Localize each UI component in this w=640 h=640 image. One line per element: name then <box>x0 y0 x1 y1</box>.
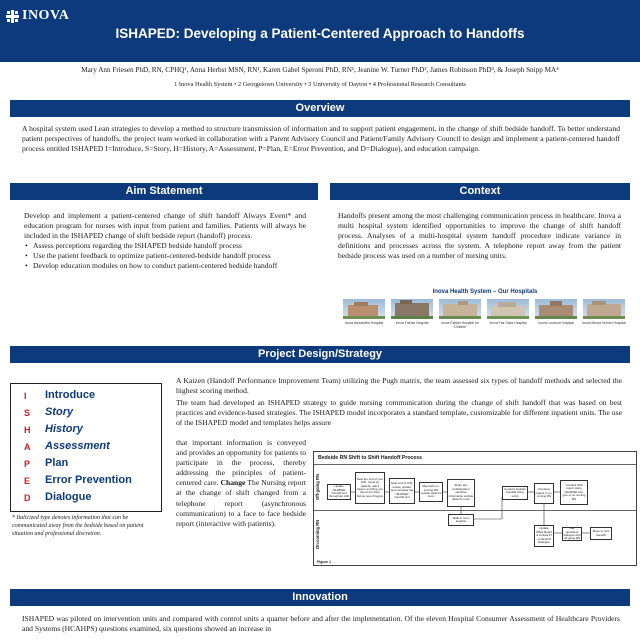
aim-bullet: • Develop education modules on how to conduct patient-centered bedside handoff <box>24 261 306 271</box>
hospital-caption: Inova Mount Vernon Hospital <box>582 321 626 325</box>
overview-heading: Overview <box>10 100 630 117</box>
hospital-photo <box>343 299 385 319</box>
process-step: Near end of shift, review, update, and complete the ISHAPED handoff tool <box>389 478 415 504</box>
innovation-text: ISHAPED was piloted on intervention units and compared with control units a quarter before and after the implementation. Of the eleven Hospital Consumer Assessment of Healthcare Providers and Systems (HCAHPS) questions examined, six questions showed an increase in <box>22 614 620 634</box>
aim-bullet: • Assess perceptions regarding the ISHAPED bedside handoff process <box>24 241 306 251</box>
ishaped-row <box>11 457 161 474</box>
figure-title: Bedside RN Shift to Shift Handoff Process <box>318 455 423 461</box>
hospital-photo <box>391 299 433 319</box>
hospital-caption: Inova Loudoun Hospital <box>538 321 574 325</box>
ishaped-letter: S <box>24 408 31 418</box>
hospitals-image-title: Inova Health System – Our Hospitals <box>432 289 538 295</box>
ishaped-word: History <box>45 423 83 435</box>
hospital-captions <box>340 321 630 341</box>
ishaped-footnote: * Italicized type denotes information that can be communicated away from the bedside based on patient situation and professional discretion. <box>12 515 144 537</box>
ishaped-word: Introduce <box>45 389 96 401</box>
hospital-photo <box>535 299 577 319</box>
overview-text: A hospital system used Lean strategies to develop a method to structure transmission of information and to support patient engagement, in the change of shift bedside handoff. To better understand patient perspectives of handoffs, the project team worked in collaboration with a Parent Advisory Council and Patient/Family Advisory Council to design and implement a patient-centered handoff process entitled ISHAPED I=Introduce, S=Story, H=History, A=Assessment, P=Plan, E=Error Prevention, and D=Dialogue), and education campaign. <box>22 124 620 154</box>
context-heading: Context <box>330 183 630 200</box>
aim-text: Develop and implement a patient-centered change of shift handoff Always Event* and education program for nurses with input from patient and families. Patients will always be included in the ISHAPED change of shift bedside report (handoff) process. <box>24 211 306 241</box>
hospital-caption: Inova Fairfax Hospital for Children <box>441 321 479 329</box>
process-arrows <box>314 452 636 565</box>
ishaped-row <box>11 474 161 491</box>
author-list: Mary Ann Friesen PhD, RN, CPHQ¹, Anna Herbst MSN, RN¹, Karen Gabel Speroni PhD, RN¹, Jeanine W. Turner PhD², James Robinson PhD³, & Joseph Snipp MA⁴ <box>81 66 559 74</box>
ishaped-letter: P <box>24 459 31 469</box>
process-step: Conduct bedside handoff using script <box>502 486 528 500</box>
process-step: Conduct shift report using ISHAPED tool, give to on-coming RN <box>560 480 588 505</box>
ishaped-row <box>11 440 161 457</box>
ishaped-row <box>11 406 161 423</box>
ishaped-mnemonic <box>10 383 162 512</box>
design-paragraph-2: The team had developed an ISHAPED strategy to guide nursing communication during the change of shift handoff that was based on best practices and evidence-based strategies. The ISHAPED model incorporates a standard template, customizable for different inpatient units. The use of the ISHAPED model and templates helps assure <box>176 398 622 428</box>
ishaped-letter: A <box>24 442 31 452</box>
design-paragraph-1: A Kaizen (Handoff Performance Improvement Team) utilizing the Pugh matrix, the team assessed six types of handoff methods and selected the highest scoring method. <box>176 376 622 396</box>
ishaped-word: Story <box>45 406 74 418</box>
hospital-caption: Inova Fair Oaks Hospital <box>489 321 527 325</box>
affiliation-list: 1 Inova Health System • 2 Georgetown University • 3 University of Dayton • 4 Professional Research Consultants <box>174 81 466 88</box>
design-change-label: Change <box>220 478 246 488</box>
process-step: Share any confidential or sensitive information outside patient's room <box>447 479 475 507</box>
design-paragraph-3-text: that important information is conveyed and provides an opportunity for patients to participate in the process, thereby addressing the principles of patient-centered care. <box>176 438 306 488</box>
ishaped-row <box>11 491 161 508</box>
ishaped-word: Error Prevention <box>45 474 132 486</box>
figure-label: Figure 1 <box>317 560 331 564</box>
inova-logo <box>6 8 69 24</box>
aim-heading: Aim Statement <box>10 183 318 200</box>
design-heading: Project Design/Strategy <box>10 346 630 363</box>
hospital-photo <box>583 299 625 319</box>
process-step: Ask questions dialogue with off-going RN <box>563 526 581 541</box>
hospital-caption: Inova Alexandria Hospital <box>344 321 384 325</box>
process-step: Update White Board & include Pt in Handoff Dialogue <box>534 525 554 547</box>
aim-section <box>24 211 306 272</box>
ishaped-letter: I <box>24 391 27 401</box>
poster-header <box>0 0 640 62</box>
hospital-photo <box>487 299 529 319</box>
process-step: Update ISHAPED handoff tool throughout shift <box>327 484 351 500</box>
process-step: Introduce patient to on-coming RN <box>534 483 554 504</box>
process-step: Walk in room together <box>448 514 474 526</box>
design-paragraph-3-tail: The Nursing report at the change of shift changed from a telephone report (asynchronous communication) to a face to face bedside report (interactive with patients). <box>176 478 307 528</box>
ishaped-word: Plan <box>45 457 69 469</box>
ishaped-row <box>11 389 161 406</box>
ishaped-word: Dialogue <box>45 491 92 503</box>
aim-bullets <box>24 241 306 271</box>
hospitals-image <box>338 289 632 344</box>
ishaped-letter: E <box>24 476 31 486</box>
inova-cross-icon <box>6 10 19 23</box>
innovation-heading: Innovation <box>10 589 630 606</box>
ishaped-word: Assessment <box>45 440 110 452</box>
aim-bullet: • Use the patient feedback to optimize patient-centered-bedside handoff process <box>24 251 306 261</box>
ishaped-row <box>11 423 161 440</box>
process-step: Meet with on-coming RN outside patient's room <box>419 482 443 502</box>
ishaped-letter: D <box>24 493 31 503</box>
ishaped-letter: H <box>24 425 31 435</box>
process-step: Move to next handoff <box>590 527 612 540</box>
on-coming-lane-label: On-coming RN <box>315 519 320 549</box>
context-text: Handoffs present among the most challenging communication process in healthcare. Inova a multi hospital system identified opportunities to improve the change of shift handoff process. Analyses of a multi-hospital system handoff procedure indicate variance in definitions and processes across the system. A telephone report away from the patient bedside process was used on a number of nursing units. <box>338 211 621 261</box>
logo-text: INOVA <box>22 8 70 23</box>
process-step: Near the end of your shift, round on patients, ask if there's anything you can do for them before report begins <box>355 472 385 504</box>
poster-title: ISHAPED: Developing a Patient-Centered Approach to Handoffs <box>115 26 525 41</box>
hospital-caption: Inova Fairfax Hospital <box>395 321 429 325</box>
handoff-process-figure <box>313 451 637 566</box>
design-paragraph-3 <box>176 438 306 529</box>
hospital-photos <box>340 299 630 319</box>
off-going-lane-label: Off-going RN <box>315 473 320 501</box>
hospital-photo <box>439 299 481 319</box>
